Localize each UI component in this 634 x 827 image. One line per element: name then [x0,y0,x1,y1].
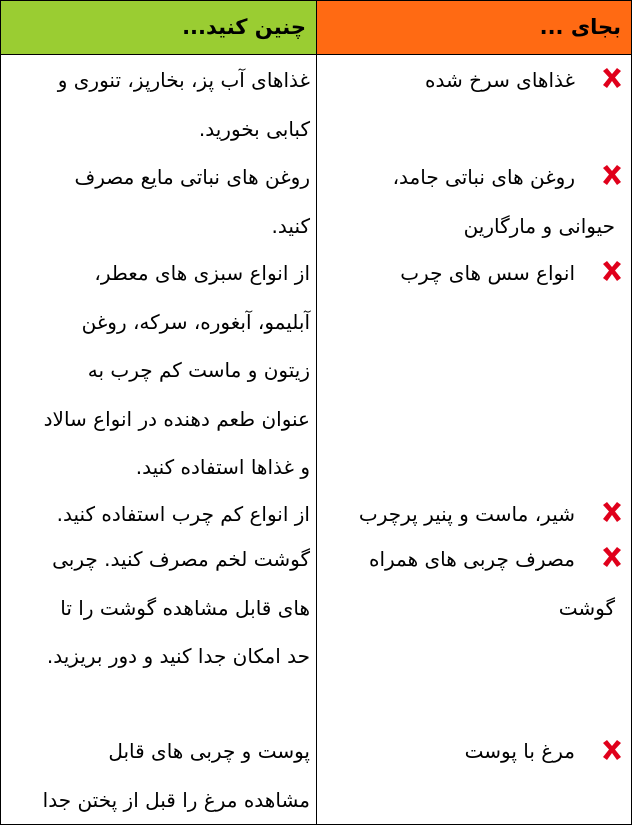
do-cell-3 [12,249,310,492]
instead-cell-4 [325,490,615,539]
header-instead-label: بجای ... [539,15,621,39]
do-cell-6 [12,727,310,824]
instead-cell-5 [325,535,615,632]
instead-cell-3 [325,249,615,298]
do-text: غذاهای آب پز، بخارپز، تنوری و [57,68,310,92]
do-text: مشاهده مرغ را قبل از پختن جدا [42,787,310,812]
do-cell-2 [12,153,310,250]
header-do-label: چنین کنید... [182,15,306,39]
do-cell-1 [12,56,310,153]
do-cell-5 [12,535,310,681]
instead-cell-6 [325,727,615,776]
instead-text: انواع سس های چرب [400,261,575,285]
instead-cell-1 [325,56,615,105]
instead-cell-2 [325,153,615,250]
do-text: حد امکان جدا کنید و دور بریزید. [46,644,310,668]
do-text: پوست و چربی های قابل [108,739,310,763]
do-text: کبابی بخورید. [198,116,310,141]
column-divider [316,0,317,825]
instead-text: گوشت [558,595,615,620]
do-text: زیتون و ماست کم چرب به [87,358,310,382]
header-instead-cell [317,1,631,54]
instead-text: حیوانی و مارگارین [463,213,615,238]
do-text: از انواع کم چرب استفاده کنید. [56,502,310,526]
do-text: از انواع سبزی های معطر، [94,261,310,285]
do-text: کنید. [271,213,310,238]
do-text: های قابل مشاهده گوشت را تا [60,595,310,620]
instead-text: غذاهای سرخ شده [425,68,575,92]
do-text: و غذاها استفاده کنید. [135,455,310,479]
do-text: آبلیمو، آبغوره، سرکه، روغن [81,309,310,334]
instead-text: مصرف چربی های همراه [368,547,575,571]
do-cell-4 [12,490,310,539]
instead-text: شیر، ماست و پنیر پرچرب [358,502,575,526]
do-text: روغن های نباتی مایع مصرف [74,165,310,189]
instead-text: روغن های نباتی جامد، [392,165,575,189]
header-do-cell [1,1,316,54]
instead-text: مرغ با پوست [464,739,575,763]
do-text: عنوان طعم دهنده در انواع سالاد [43,406,310,431]
do-text: گوشت لخم مصرف کنید. چربی [52,547,310,571]
